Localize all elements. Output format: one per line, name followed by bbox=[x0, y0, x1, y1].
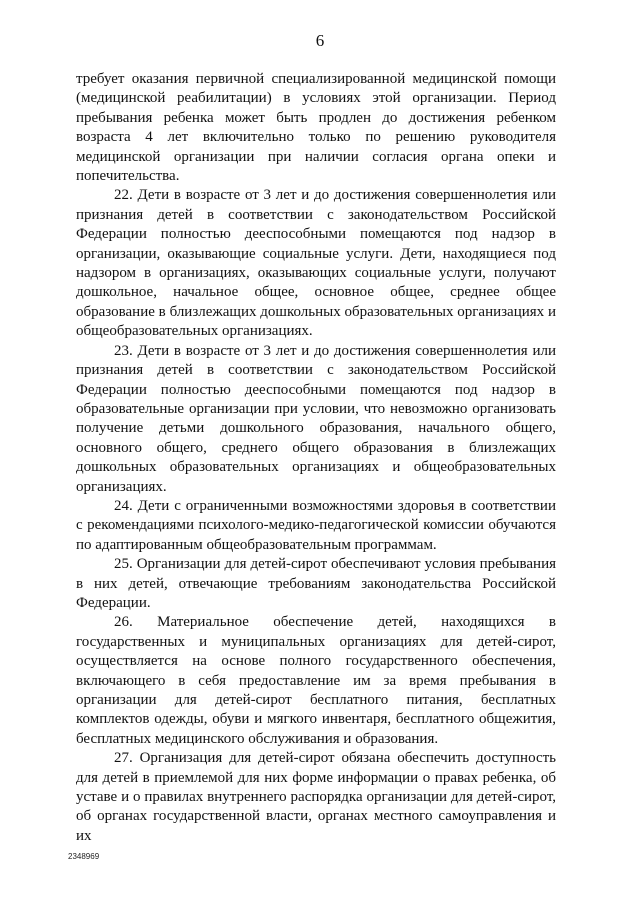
page-number: 6 bbox=[315, 31, 325, 50]
paragraph-27: 27. Организация для детей-сирот обязана обеспечить доступность для детей в приемлемой для них форме информации о правах ребенка, об уставе и о правилах внутреннего распорядка организации для детей-сирот, об органах государственной власти, органах местного самоуправления и их bbox=[76, 750, 556, 844]
paragraph-continuation: требует оказания первичной специализированной медицинской помощи (медицинской реабилитации) в условиях этой организации. Период пребывания ребенка может быть продлен до достижения ребенком возраста 4 лет включительно только по решению руководителя медицинской организации при наличии согласия органа опеки и попечительства. bbox=[76, 71, 556, 185]
paragraph-24: 24. Дети с ограниченными возможностями здоровья в соответствии с рекомендациями психолого-медико-педагогической комиссии обучаются по адаптированным общеобразовательным программам. bbox=[76, 497, 556, 553]
paragraph-23: 23. Дети в возрасте от 3 лет и до достижения совершеннолетия или признания детей в соответствии с законодательством Российской Федерации полностью дееспособными помещаются под надзор в образовательные организации при условии, что невозможно организовать получение детьми дошкольного образования, начального общего, основного общего, среднего общего образования в близлежащих дошкольных образовательных организациях и общеобразовательных организациях. bbox=[76, 342, 556, 495]
paragraph-26: 26. Материальное обеспечение детей, находящихся в государственных и муниципальных организациях для детей-сирот, осуществляется на основе полного государственного обеспечения, включающего в себя предоставление им за время пребывания в организации для детей-сирот бесплатного питания, бесплатных комплектов одежды, обуви и мягкого инвентаря, бесплатного общежития, бесплатных медицинского обслуживания и образования. bbox=[76, 614, 556, 747]
document-code: 2348969 bbox=[68, 852, 100, 861]
paragraph-22: 22. Дети в возрасте от 3 лет и до достижения совершеннолетия или признания детей в соответствии с законодательством Российской Федерации полностью дееспособными помещаются под надзор в организации, оказывающие социальные услуги. Дети, находящиеся под надзором в организациях, оказывающих социальные услуги, получают дошкольное, начальное общее, основное общее, среднее общее образование в близлежащих дошкольных образовательных организациях и общеобразовательных организациях. bbox=[76, 187, 556, 340]
paragraph-25: 25. Организации для детей-сирот обеспечивают условия пребывания в них детей, отвечающие требованиям законодательства Российской Федерации. bbox=[76, 556, 556, 611]
document-body bbox=[76, 70, 556, 846]
